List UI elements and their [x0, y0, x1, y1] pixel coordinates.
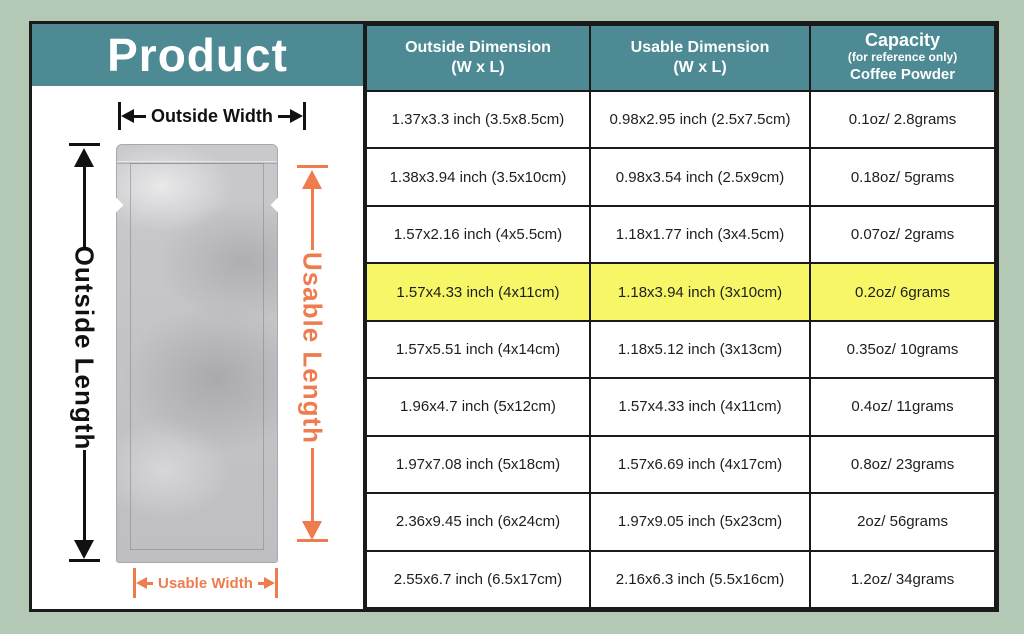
usable-width-annotation — [133, 568, 262, 598]
outside-width-annotation — [118, 102, 278, 130]
spec-table-body — [366, 91, 995, 608]
capacity-cell: 1.2oz/ 34grams — [810, 551, 995, 609]
outside-dimension-cell: 1.96x4.7 inch (5x12cm) — [366, 378, 590, 435]
arrow-shaft — [311, 188, 314, 250]
capacity-cell: 0.4oz/ 11grams — [810, 378, 995, 435]
tear-notch-left — [107, 197, 124, 214]
outside-dimension-cell: 1.57x4.33 inch (4x11cm) — [366, 263, 590, 320]
table-row — [366, 91, 995, 148]
dimension-table — [365, 24, 996, 609]
usable-length-label: Usable Length — [297, 251, 328, 445]
tear-notch-right — [271, 197, 288, 214]
dimension-endbar — [275, 568, 278, 598]
table-row — [366, 551, 995, 609]
usable-dimension-cell: 1.18x1.77 inch (3x4.5cm) — [590, 206, 810, 263]
capacity-header: Capacity (for reference only) Coffee Powder — [810, 25, 995, 91]
usable-dimension-header: Usable Dimension (W x L) — [590, 25, 810, 91]
product-infographic — [29, 21, 999, 612]
outside-dimension-cell: 2.55x6.7 inch (6.5x17cm) — [366, 551, 590, 609]
outside-dimension-cell: 2.36x9.45 inch (6x24cm) — [366, 493, 590, 550]
usable-dimension-cell: 1.57x4.33 inch (4x11cm) — [590, 378, 810, 435]
product-panel-header — [32, 24, 363, 86]
outside-dimension-cell: 1.38x3.94 inch (3.5x10cm) — [366, 148, 590, 205]
table-row — [366, 148, 995, 205]
usable-length-tick-bottom — [297, 539, 328, 542]
capacity-cell: 2oz/ 56grams — [810, 493, 995, 550]
usable-dimension-cell: 1.18x5.12 inch (3x13cm) — [590, 321, 810, 378]
usable-width-label: Usable Width — [158, 574, 253, 592]
capacity-cell: 0.35oz/ 10grams — [810, 321, 995, 378]
arrow-shaft — [133, 115, 146, 118]
outside-length-tick-top — [69, 143, 100, 146]
capacity-cell: 0.2oz/ 6grams — [810, 263, 995, 320]
usable-dimension-cell: 1.97x9.05 inch (5x23cm) — [590, 493, 810, 550]
usable-length-tick-top — [297, 165, 328, 168]
arrow-right-icon — [290, 109, 303, 123]
arrow-shaft — [146, 582, 153, 585]
usable-dimension-cell: 2.16x6.3 inch (5.5x16cm) — [590, 551, 810, 609]
usable-dimension-cell: 0.98x3.54 inch (2.5x9cm) — [590, 148, 810, 205]
outside-width-label: Outside Width — [151, 105, 273, 126]
arrow-down-icon — [302, 521, 322, 540]
arrow-up-icon — [302, 170, 322, 189]
pouch-inner-seam — [130, 163, 264, 550]
table-row — [366, 436, 995, 493]
capacity-cell: 0.07oz/ 2grams — [810, 206, 995, 263]
product-title: Product — [107, 29, 288, 81]
product-panel — [32, 24, 365, 609]
capacity-cell: 0.1oz/ 2.8grams — [810, 91, 995, 148]
outside-dimension-cell: 1.57x5.51 inch (4x14cm) — [366, 321, 590, 378]
usable-dimension-cell: 0.98x2.95 inch (2.5x7.5cm) — [590, 91, 810, 148]
outside-dimension-header: Outside Dimension (W x L) — [366, 25, 590, 91]
arrow-right-icon — [264, 577, 275, 589]
capacity-cell: 0.18oz/ 5grams — [810, 148, 995, 205]
arrow-down-icon — [74, 540, 94, 559]
table-row — [366, 378, 995, 435]
outside-length-label: Outside Length — [69, 245, 100, 451]
arrow-shaft — [83, 450, 86, 542]
table-header-row — [366, 25, 995, 91]
capacity-cell: 0.8oz/ 23grams — [810, 436, 995, 493]
outside-dimension-cell: 1.97x7.08 inch (5x18cm) — [366, 436, 590, 493]
silver-pouch-image — [116, 144, 278, 563]
usable-dimension-cell: 1.57x6.69 inch (4x17cm) — [590, 436, 810, 493]
dimension-table-container — [365, 24, 996, 609]
dimension-endbar — [303, 102, 306, 130]
table-row — [366, 493, 995, 550]
outside-dimension-cell: 1.37x3.3 inch (3.5x8.5cm) — [366, 91, 590, 148]
arrow-shaft — [83, 166, 86, 248]
pouch-dimension-diagram — [32, 86, 363, 609]
usable-dimension-cell: 1.18x3.94 inch (3x10cm) — [590, 263, 810, 320]
table-row — [366, 263, 995, 320]
table-row — [366, 206, 995, 263]
arrow-shaft — [311, 448, 314, 522]
outside-length-tick-bottom — [69, 559, 100, 562]
table-row — [366, 321, 995, 378]
outside-dimension-cell: 1.57x2.16 inch (4x5.5cm) — [366, 206, 590, 263]
arrow-up-icon — [74, 148, 94, 167]
